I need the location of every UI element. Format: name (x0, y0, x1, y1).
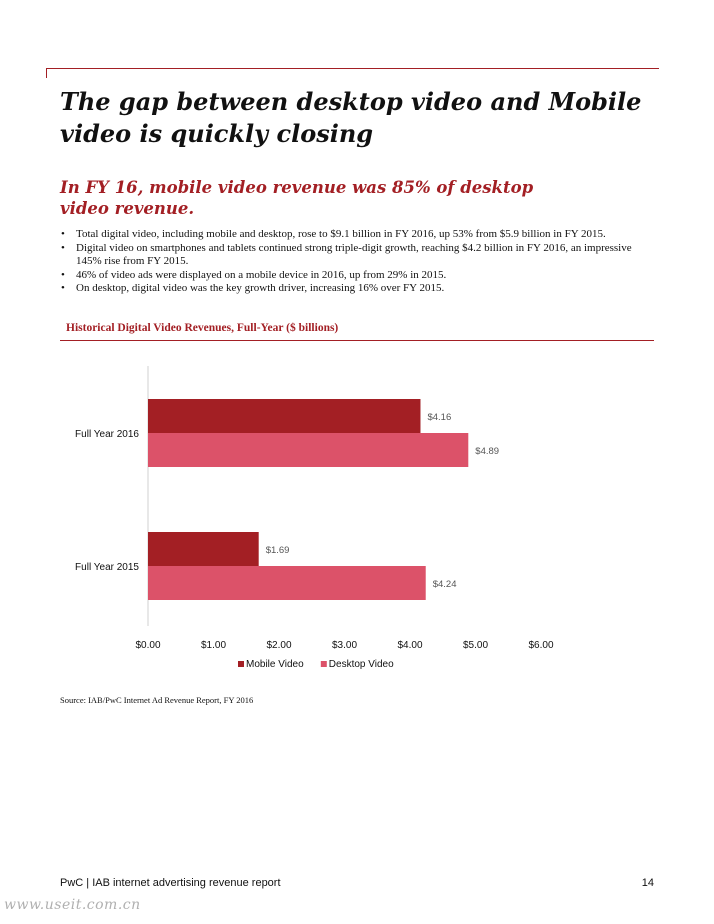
bullet-dot: • (61, 228, 65, 240)
category-label: Full Year 2015 (75, 562, 139, 573)
watermark: www.useit.com.cn (4, 897, 141, 913)
legend-swatch-mobile-video (238, 661, 244, 667)
legend-swatch-desktop-video (321, 661, 327, 667)
x-tick-label: $6.00 (528, 640, 554, 651)
bullet-text: Total digital video, including mobile and desktop, rose to $9.1 billion in FY 2016, up 53% from $5.9 billion in FY 2015. (76, 228, 606, 240)
bullet-dot: • (61, 268, 65, 281)
page-title: The gap between desktop video and Mobile video is quickly closing (60, 87, 642, 148)
bullet-text: Digital video on smartphones and tablets continued strong triple-digit growth, reaching $4.2 billion in FY 2016, an impressive 145% rise from FY 2015. (76, 241, 632, 267)
bullet-text: On desktop, digital video was the key growth driver, increasing 16% over FY 2015. (76, 282, 445, 294)
page-number: 14 (641, 877, 654, 889)
x-tick-label: $3.00 (331, 640, 358, 651)
x-tick-label: $4.00 (397, 640, 423, 651)
x-tick-label: $0.00 (135, 640, 161, 651)
x-tick-label: $5.00 (462, 640, 489, 651)
legend-label: Desktop Video (328, 659, 394, 670)
bar-mobile-video (148, 399, 420, 433)
source-note: Source: IAB/PwC Internet Ad Revenue Report, FY 2016 (60, 695, 254, 705)
x-tick-label: $1.00 (200, 640, 227, 651)
data-label: $4.24 (432, 579, 457, 590)
x-tick-label: $2.00 (266, 640, 292, 651)
page-subtitle: In FY 16, mobile video revenue was 85% of desktop video revenue. (60, 178, 534, 218)
bar-desktop-video (148, 433, 468, 467)
data-label: $4.16 (427, 412, 452, 423)
data-label: $1.69 (265, 545, 290, 556)
legend-label: Mobile Video (246, 659, 304, 670)
bar-mobile-video (148, 532, 259, 566)
bar-desktop-video (148, 566, 426, 600)
chart-heading: Historical Digital Video Revenues, Full-Year ($ billions) (66, 322, 339, 334)
bullet-dot: • (61, 241, 65, 254)
footer-report-name: PwC | IAB internet advertising revenue report (60, 877, 281, 889)
category-label: Full Year 2016 (75, 429, 139, 440)
data-label: $4.89 (475, 446, 500, 457)
bullet-text: 46% of video ads were displayed on a mobile device in 2016, up from 29% in 2015. (76, 268, 447, 281)
bullet-dot: • (61, 282, 65, 294)
